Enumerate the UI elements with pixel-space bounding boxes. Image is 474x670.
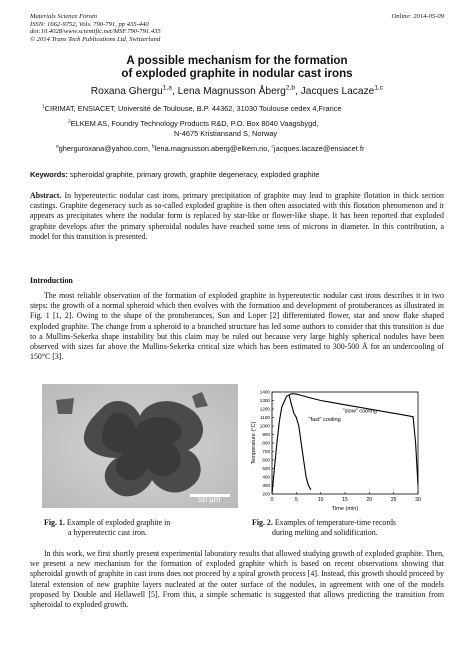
x-axis-label: Time (min) [331, 506, 359, 512]
y-tick-label: 1300 [259, 398, 270, 404]
journal-name: Materials Science Forum [30, 13, 98, 20]
scale-bar-label: 50 µm [198, 495, 221, 504]
title-line-2: of exploded graphite in nodular cast irons [121, 67, 353, 80]
author-name: Jacques Lacaze [300, 86, 375, 97]
y-tick-label: 700 [262, 449, 270, 455]
journal-doi: doi:10.4028/www.scientific.net/MSF.790-791.435 [30, 28, 161, 36]
author-name: Roxana Ghergu [90, 86, 163, 97]
x-tick-label: 5 [294, 497, 298, 503]
x-tick-label: 10 [317, 497, 324, 503]
keywords-label: Keywords: [30, 170, 68, 179]
plot-frame [272, 392, 418, 494]
author-emails: $^a$gherguroxana@yahoo.com, $^b$lena.magnusson.aberg@elkem.no, $^c$jacques.lacaze@ensiacet.fr [56, 143, 365, 153]
author-sup: 2,b [285, 84, 296, 92]
y-tick-label: 600 [262, 457, 270, 463]
x-tick-label: 0 [270, 497, 274, 503]
y-tick-label: 400 [262, 474, 270, 480]
y-tick-label: 200 [262, 491, 270, 497]
y-tick-label: 1400 [259, 389, 270, 395]
series-line [289, 395, 311, 490]
y-tick-label: 1000 [259, 423, 270, 429]
abstract-text: In hypereutectic nodular cast irons, primary precipitation of graphite may lead to graphite flotation in thick section castings. Graphite degeneracy such as so-called exploded graphite is then often associated with this flotation phenomenon and it appears as precipitates where the nodular form is replaced by star-like or flower-like shape. It has been reported that exploded graphite develops after the primary spheroidal nodules have reached some tens of microns in diameter. In this contribution, a model for this transition is presented. [30, 191, 444, 241]
intro-paragraph-1: The most reliable observation of the formation of exploded graphite in hypereutectic nodular cast irons describes it in two steps: the growth of a normal spheroid which then evolves with the formation and development of protuberances as illustrated in Fig. 1 [1, 2]. Owing to the shape of the protuberances, Sun and Loper [2] differentiated flower, star and snow flake shaped exploded graphite. The change from a spheroid to a branched structure has led some authors to consider that this transition is due to a Mullins-Sekerka shape instability but this claim may be ruled out because very large highly spherical nodules have been observed with sizes far above the Mullins-Sekerka critical size which has been estimated to 300-500 Å for an undercooling of 150°C [3]. [30, 291, 444, 362]
figure-2-caption: Fig. 2. Examples of temperature-time records during melting and solidification. [252, 518, 396, 538]
keywords [30, 170, 444, 179]
journal-issn: ISSN: 1662-9752, Vols. 790-791, pp 435-440 [30, 20, 149, 28]
y-tick-label: 300 [262, 483, 270, 489]
x-tick-label: 15 [342, 497, 348, 503]
y-tick-label: 900 [262, 432, 270, 438]
online-date: Online: 2014-05-09 [391, 13, 444, 20]
x-tick-label: 25 [390, 497, 397, 503]
figure-1-micrograph [42, 384, 238, 508]
author-sup: 1,c [374, 84, 384, 92]
annotation-fast-cooling: "fast" cooling [308, 416, 341, 423]
paper-title [30, 54, 444, 80]
annotation-slow-cooling: "slow" cooling [342, 408, 378, 415]
y-axis-label: Temperature (°C) [251, 421, 257, 465]
abstract-label: Abstract. [30, 191, 62, 200]
x-tick-label: 20 [366, 497, 373, 503]
author-name: Lena Magnusson Åberg [177, 86, 286, 97]
figure-1-caption: Fig. 1. Example of exploded graphite in a hypereutectic cast iron. [44, 518, 171, 538]
y-tick-label: 500 [262, 466, 270, 472]
title-line-1: A possible mechanism for the formation [126, 54, 348, 67]
affiliation-2: $^2$ELKEM AS, Foundry Technology Products R&D, P.O. Box 8040 Vaagsbygd, [68, 118, 319, 128]
author-list: Roxana Ghergu$^{1,a}$, Lena Magnusson Åberg$^{2,b}$, Jacques Lacaze$^{1,c}$ [90, 84, 384, 97]
affiliations [42, 104, 442, 154]
exploded-graphite-image [42, 384, 238, 508]
temperature-time-chart [250, 384, 430, 514]
affiliation-1: $^1$CIRIMAT, ENSIACET, Université de Toulouse, B.P. 44362, 31030 Toulouse cedex 4,France [42, 104, 342, 113]
email-link[interactable]: jacques.lacaze@ensiacet.fr [273, 143, 365, 153]
y-tick-label: 1100 [260, 415, 270, 421]
section-heading: Introduction [30, 276, 73, 285]
affiliation-2-cont: N-4675 Kristiansand S, Norway [174, 129, 278, 138]
y-tick-label: 1200 [259, 406, 270, 412]
intro-paragraph-2: In this work, we first shortly present experimental laboratory results that allowed studying growth of exploded graphite. Then, we present a new mechanism for the formation of exploded graphite which is based on recent observations showing that spheroidal growth of graphite in cast irons does not proceed by a spiral growth process [4]. Instead, this growth should proceed by lateral extension of new graphite layers nucleated at the outer surface of the nodules, in agreement with one of the models proposed by Double and Hellawell [5]. From this, a simple schematic is suggested that allows predicting the transition from spheroidal to exploded growth. [30, 549, 444, 610]
email-link[interactable]: lena.magnusson.aberg@elkem.no [154, 143, 268, 153]
journal-copyright: © 2014 Trans Tech Publications Ltd, Switzerland [30, 35, 161, 43]
journal-header [30, 13, 290, 43]
author-sup: 1,a [162, 84, 172, 92]
y-tick-label: 800 [262, 440, 270, 446]
x-tick-label: 30 [415, 497, 421, 503]
figure-2-label: Fig. 2. [252, 518, 273, 527]
email-link[interactable]: gherguroxana@yahoo.com [58, 143, 148, 153]
abstract [30, 191, 444, 242]
figure-1-label: Fig. 1. [44, 518, 65, 527]
keywords-text: spheroidal graphite, primary growth, graphite degeneracy, exploded graphite [69, 170, 320, 179]
figure-2-chart [250, 384, 430, 514]
